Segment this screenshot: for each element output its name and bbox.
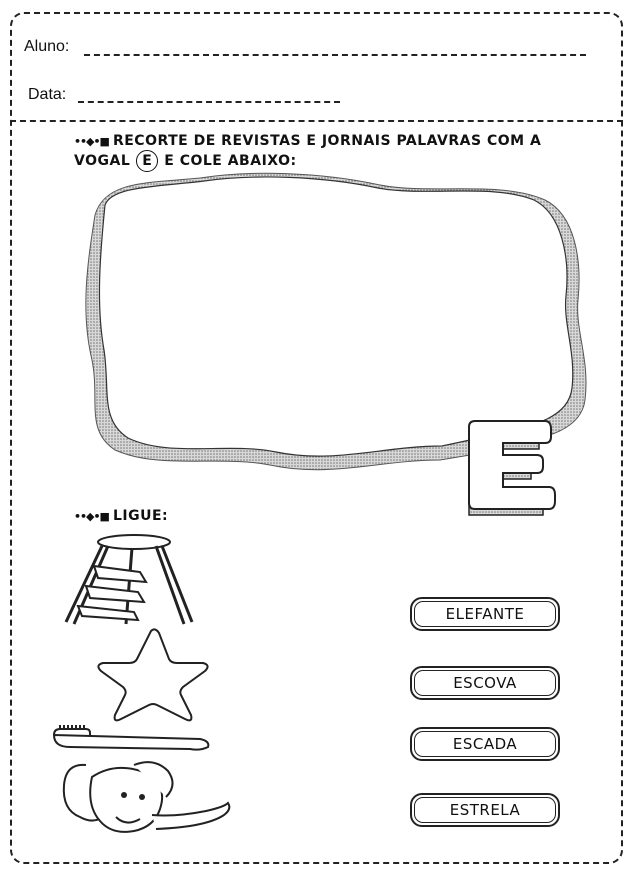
word-pill-elefante[interactable] <box>410 597 560 631</box>
student-label: Aluno: <box>24 38 70 55</box>
bullet-icon: ••◆•■ <box>74 510 109 523</box>
word-pill-escova[interactable] <box>410 666 560 700</box>
star-icon[interactable] <box>95 625 215 725</box>
big-letter-e <box>455 415 575 525</box>
word-pill-estrela[interactable] <box>410 793 560 827</box>
word-label: ESTRELA <box>449 801 521 819</box>
word-label: ELEFANTE <box>445 605 525 623</box>
instruction-prefix: VOGAL <box>74 153 131 169</box>
elephant-eye <box>121 792 127 798</box>
instruction-line1: RECORTE DE REVISTAS E JORNAIS PALAVRAS COM A <box>112 133 542 149</box>
toothbrush-icon[interactable] <box>50 723 220 753</box>
word-label: ESCADA <box>452 735 518 753</box>
word-pill-escada[interactable] <box>410 727 560 761</box>
ligue-label: LIGUE: <box>112 508 169 524</box>
stepladder-icon[interactable] <box>62 532 202 632</box>
date-label: Data: <box>28 86 67 103</box>
instruction-suffix: E COLE ABAIXO: <box>164 153 297 169</box>
elephant-icon[interactable] <box>56 755 236 850</box>
bullet-icon: ••◆•■ <box>74 135 109 148</box>
word-label: ESCOVA <box>453 674 517 692</box>
activity2-instruction <box>74 508 168 524</box>
vowel-circle: E <box>136 150 158 172</box>
